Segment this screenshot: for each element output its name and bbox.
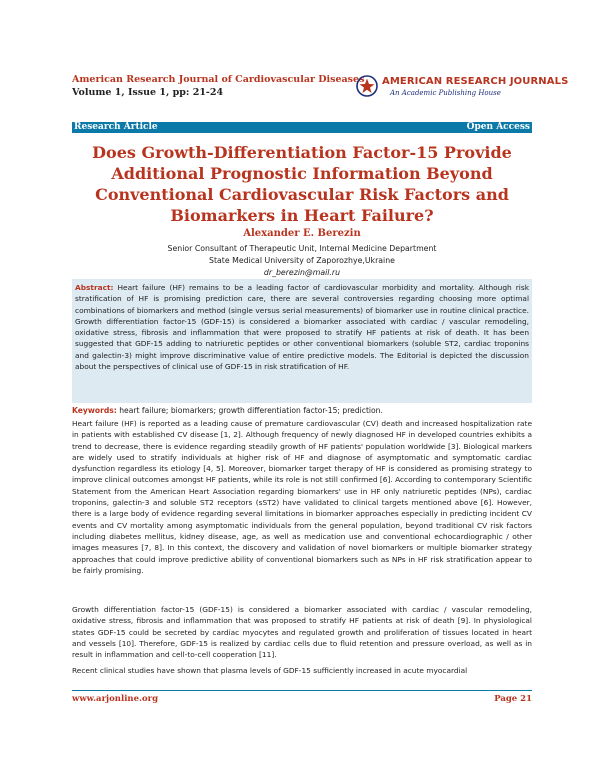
publisher-name: AMERICAN RESEARCH JOURNALS [382,76,569,87]
abstract-text: Heart failure (HF) remains to be a leading factor of cardiovascular morbidity and mortality. Although risk stratification of HF is promising prediction care, there are several controversies regarding choosing more optimal combinations of biomarkers and method (single versus serial measurements) of biomarker use in routine clinical practice. Growth differentiation factor-15 (GDF-15) is considered a biomarker associated with cardiac / vascular remodeling, oxidative stress, fibrosis and inflammation that were proposed to stratify HF patients at risk of death. It has been suggested that GDF-15 adding to natriuretic peptides or other conventional biomarkers (soluble ST2, cardiac troponins and galectin-3) might improve discriminative value of entire predictive models. The Editorial is depicted the discussion about the perspectives of clinical use of GDF-15 in risk stratification of HF. [75,283,529,372]
body-paragraph: Recent clinical studies have shown that plasma levels of GDF-15 sufficiently increased in acute myocardial [72,666,468,675]
title-line: Conventional Cardiovascular Risk Factors and [95,185,509,204]
title-line: Biomarkers in Heart Failure? [170,206,434,225]
keywords-text: heart failure; biomarkers; growth differentiation factor-15; prediction. [116,406,383,415]
journal-name: American Research Journal of Cardiovascular Diseases [72,74,365,85]
footer-url[interactable]: www.arjonline.org [72,694,159,704]
keywords-label: Keywords: [72,406,117,415]
star-emblem-icon [356,75,378,97]
article-type: Research Article [74,122,158,132]
body-paragraph: Growth differentiation factor-15 (GDF-15) is considered a biomarker associated with cardiac / vascular remodeling, oxidative stress, fibrosis and inflammation that was proposed to stratify HF patients at risk of death [9]. In physiological states GDF-15 could be secreted by cardiac myocytes and regulated growth and proliferation of tissues located in heart and vessels [10]. Therefore, GDF-15 is realized by cardiac cells due to fluid retention and pressure overload, as well as in result in inflammation and cell-to-cell cooperation [11]. [72,605,532,660]
footer-divider [72,690,532,691]
keywords [72,405,532,416]
article-banner [72,122,532,133]
paper-title [72,142,532,226]
page-number: Page 21 [494,694,532,704]
affiliation-line: Senior Consultant of Therapeutic Unit, Internal Medicine Department [167,244,437,253]
author-name: Alexander E. Berezin [243,228,361,239]
title-line: Additional Prognostic Information Beyond [111,164,493,183]
title-line: Does Growth-Differentiation Factor-15 Provide [92,143,512,162]
author-email[interactable]: dr_berezin@mail.ru [263,268,341,277]
publisher-logo [352,75,569,101]
body-paragraph: Heart failure (HF) is reported as a leading cause of premature cardiovascular (CV) death and increased hospitalization rate in patients with established CV disease [1, 2]. Although frequency of newly diagnosed HF in developed countries exhibits a trend to decrease, there is evidence regarding steadily growth of HF patients' population worldwide [3]. Biological markers are widely used to stratify individuals at higher risk of HF and diagnose of asymptomatic and symptomatic cardiac dysfunction regardless its etiology [4, 5]. Moreover, biomarker target therapy of HF is considered as promising strategy to improve clinical outcomes amongst HF patients, while its role is not still confirmed [6]. According to contemporary Scientific Statement from the American Heart Association regarding biomarkers' use in HF only natriuretic peptides (NPs), cardiac troponins, galectin-3 and soluble ST2 receptors (sST2) have validated to clinical targets mentioned above [6]. However, there is a large body of evidence regarding several limitations in biomarker approaches especially in predicting incident CV events and CV mortality among asymptomatic individuals from the general population, beyond traditional CV risk factors including diabetes mellitus, kidney disease, age, as well as medication use and conventional echocardiographic / other images measures [7, 8]. In this context, the discovery and validation of novel biomarkers or multiple biomarker strategy approaches that could improve predictive ability of conventional biomarkers such as NPs in HF risk stratification appear to be fairly promising. [72,419,532,575]
volume-info: Volume 1, Issue 1, pp: 21-24 [72,87,224,98]
publisher-tagline: An Academic Publishing House [390,89,501,97]
abstract-label: Abstract: [75,283,114,292]
abstract-box [72,279,532,403]
affiliation-line: State Medical University of Zaporozhye,Ukraine [209,256,395,265]
access-type: Open Access [466,122,530,132]
